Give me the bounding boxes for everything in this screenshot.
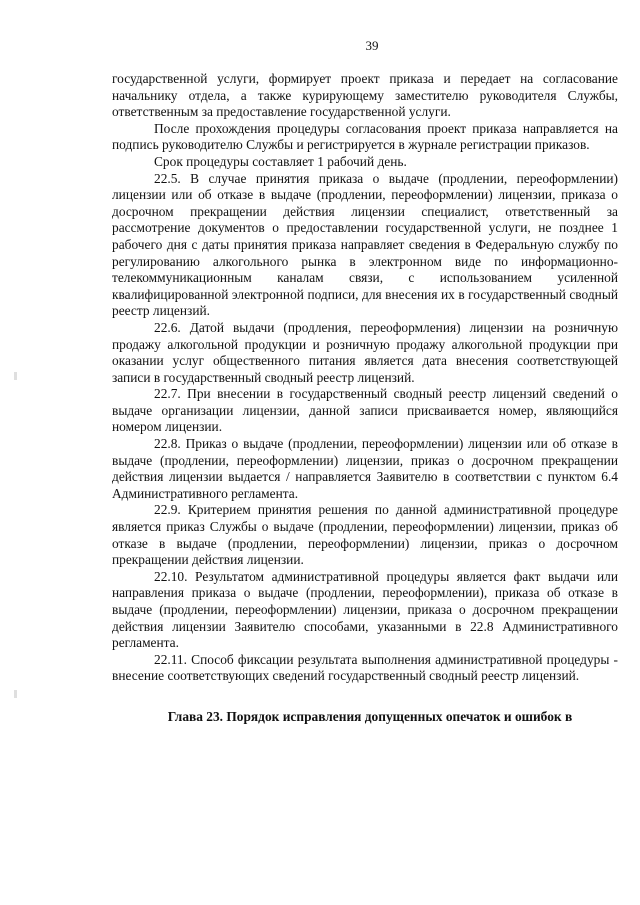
paragraph-22-10: 22.10. Результатом административной процедуры является факт выдачи или направления приказа о выдаче (продлении, переоформлении), приказа об отказе в выдаче (продлении, переоформлении) лицензии, приказа о досрочном прекращении действия лицензии Заявителю способами, указанными в 22.8 Административного регламента. bbox=[112, 568, 618, 651]
chapter-heading: Глава 23. Порядок исправления допущенных опечаток и ошибок в bbox=[167, 708, 573, 724]
body-text bbox=[112, 71, 618, 685]
paragraph-term: Срок процедуры составляет 1 рабочий день. bbox=[154, 153, 407, 169]
paragraph-22-7: 22.7. При внесении в государственный сводный реестр лицензий сведений о выдаче организации лицензии, данной записи присваивается номер, являющийся номером лицензии. bbox=[112, 386, 618, 435]
page-number: 39 bbox=[365, 38, 379, 53]
paragraph-approval: После прохождения процедуры согласования проект приказа направляется на подпись руководителю Службы и регистрируется в журнале регистрации приказов. bbox=[112, 120, 618, 153]
paragraph-22-11: 22.11. Способ фиксации результата выполнения административной процедуры - внесение соответствующих сведений государственный сводный реестр лицензий. bbox=[112, 651, 618, 684]
scan-margin-mark bbox=[14, 690, 17, 698]
paragraph-22-6: 22.6. Датой выдачи (продления, переоформления) лицензии на розничную продажу алкогольной продукции и розничную продажу алкогольной продукции при оказании услуг общественного питания является дата внесения соответствующей записи в государственный сводный реестр лицензий. bbox=[112, 319, 618, 385]
paragraph-continuation: государственной услуги, формирует проект приказа и передает на согласование начальнику отдела, а также курирующему заместителю руководителя Службы, ответственным за предоставление государственной услуги. bbox=[112, 71, 618, 120]
paragraph-22-5: 22.5. В случае принятия приказа о выдаче (продлении, переоформлении) лицензии или об отказе в выдаче (продлении, переоформлении) лицензии, приказа о досрочном прекращении действия лицензии специалист, ответственный за рассмотрение документов о предоставлении государственной услуги, не позднее 1 рабочего дня с даты принятия приказа направляет сведения в Федеральную службу по регулированию алкогольного рынка в электронном виде по информационно-телекоммуникационным каналам связи, с использованием усиленной квалифицированной электронной подписи, для внесения их в государственный сводный реестр лицензий. bbox=[112, 170, 618, 319]
paragraph-22-9: 22.9. Критерием принятия решения по данной административной процедуре является приказ Службы о выдаче (продлении, переоформлении) лицензии, приказ об отказе в выдаче (продлении, переоформлении) лицензии, приказ о досрочном прекращении действия лицензии. bbox=[112, 502, 618, 568]
scan-margin-mark bbox=[14, 372, 17, 380]
paragraph-22-8: 22.8. Приказ о выдаче (продлении, переоформлении) лицензии или об отказе в выдаче (продлении, переоформлении) лицензии, приказ о досрочном прекращении действия лицензии выдается / направляется Заявителю в соответствии с пунктом 6.4 Административного регламента. bbox=[112, 436, 618, 501]
